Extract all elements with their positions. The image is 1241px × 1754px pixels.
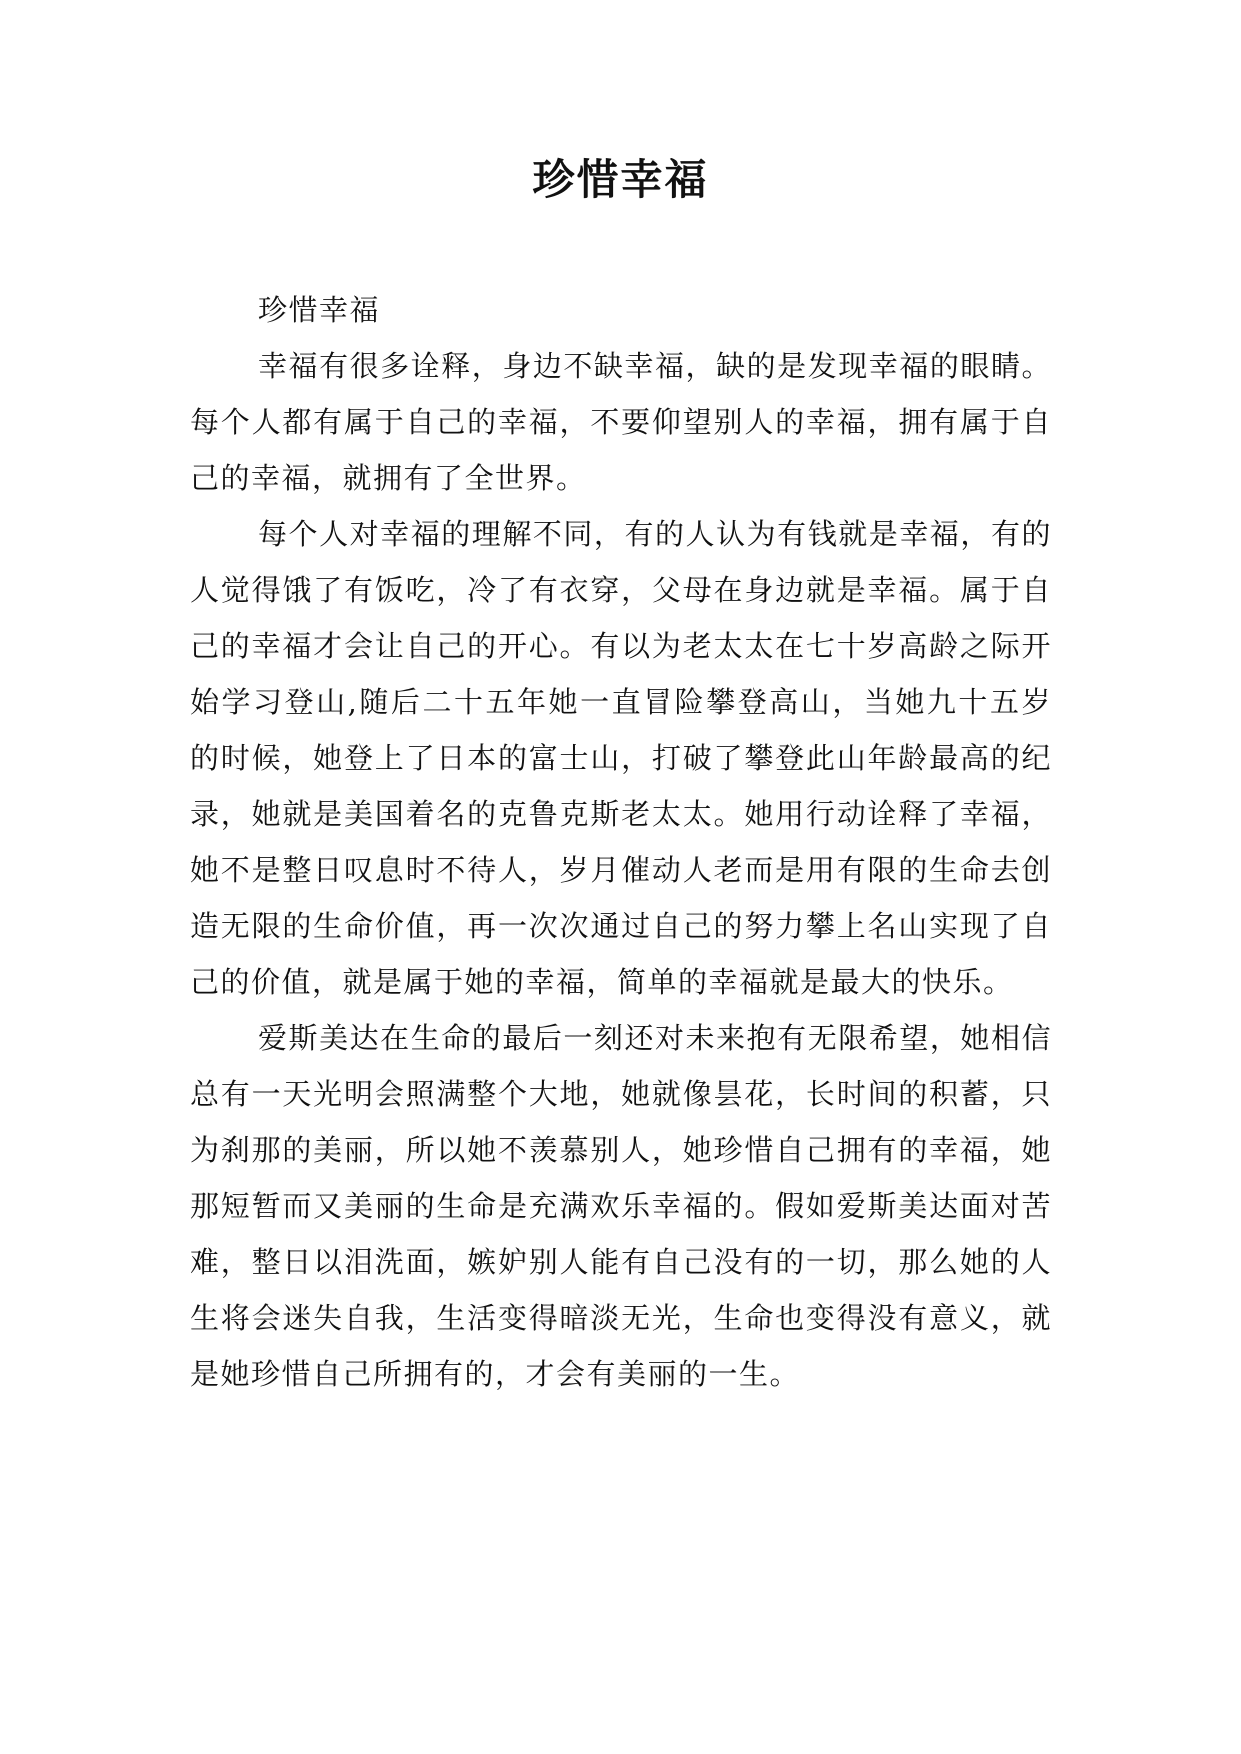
- document-title: 珍惜幸福: [532, 155, 709, 204]
- paragraph-heading: 珍惜幸福: [258, 293, 381, 327]
- document-body: [190, 282, 1052, 1402]
- paragraph: 幸福有很多诠释，身边不缺幸福，缺的是发现幸福的眼睛。每个人都有属于自己的幸福，不要仰望别人的幸福，拥有属于自己的幸福，就拥有了全世界。: [190, 349, 1052, 495]
- paragraph: 爱斯美达在生命的最后一刻还对未来抱有无限希望，她相信总有一天光明会照满整个大地，她就像昙花，长时间的积蓄，只为刹那的美丽，所以她不羡慕别人，她珍惜自己拥有的幸福，她那短暂而又美丽的生命是充满欢乐幸福的。假如爱斯美达面对苦难，整日以泪洗面，嫉妒别人能有自己没有的一切，那么她的人生将会迷失自我，生活变得暗淡无光，生命也变得没有意义，就是她珍惜自己所拥有的，才会有美丽的一生。: [190, 1021, 1052, 1391]
- paragraph: 每个人对幸福的理解不同，有的人认为有钱就是幸福，有的人觉得饿了有饭吃，冷了有衣穿，父母在身边就是幸福。属于自己的幸福才会让自己的开心。有以为老太太在七十岁高龄之际开始学习登山,随后二十五年她一直冒险攀登高山，当她九十五岁的时候，她登上了日本的富士山，打破了攀登此山年龄最高的纪录，她就是美国着名的克鲁克斯老太太。她用行动诠释了幸福，她不是整日叹息时不待人，岁月催动人老而是用有限的生命去创造无限的生命价值，再一次次通过自己的努力攀上名山实现了自己的价值，就是属于她的幸福，简单的幸福就是最大的快乐。: [190, 517, 1052, 999]
